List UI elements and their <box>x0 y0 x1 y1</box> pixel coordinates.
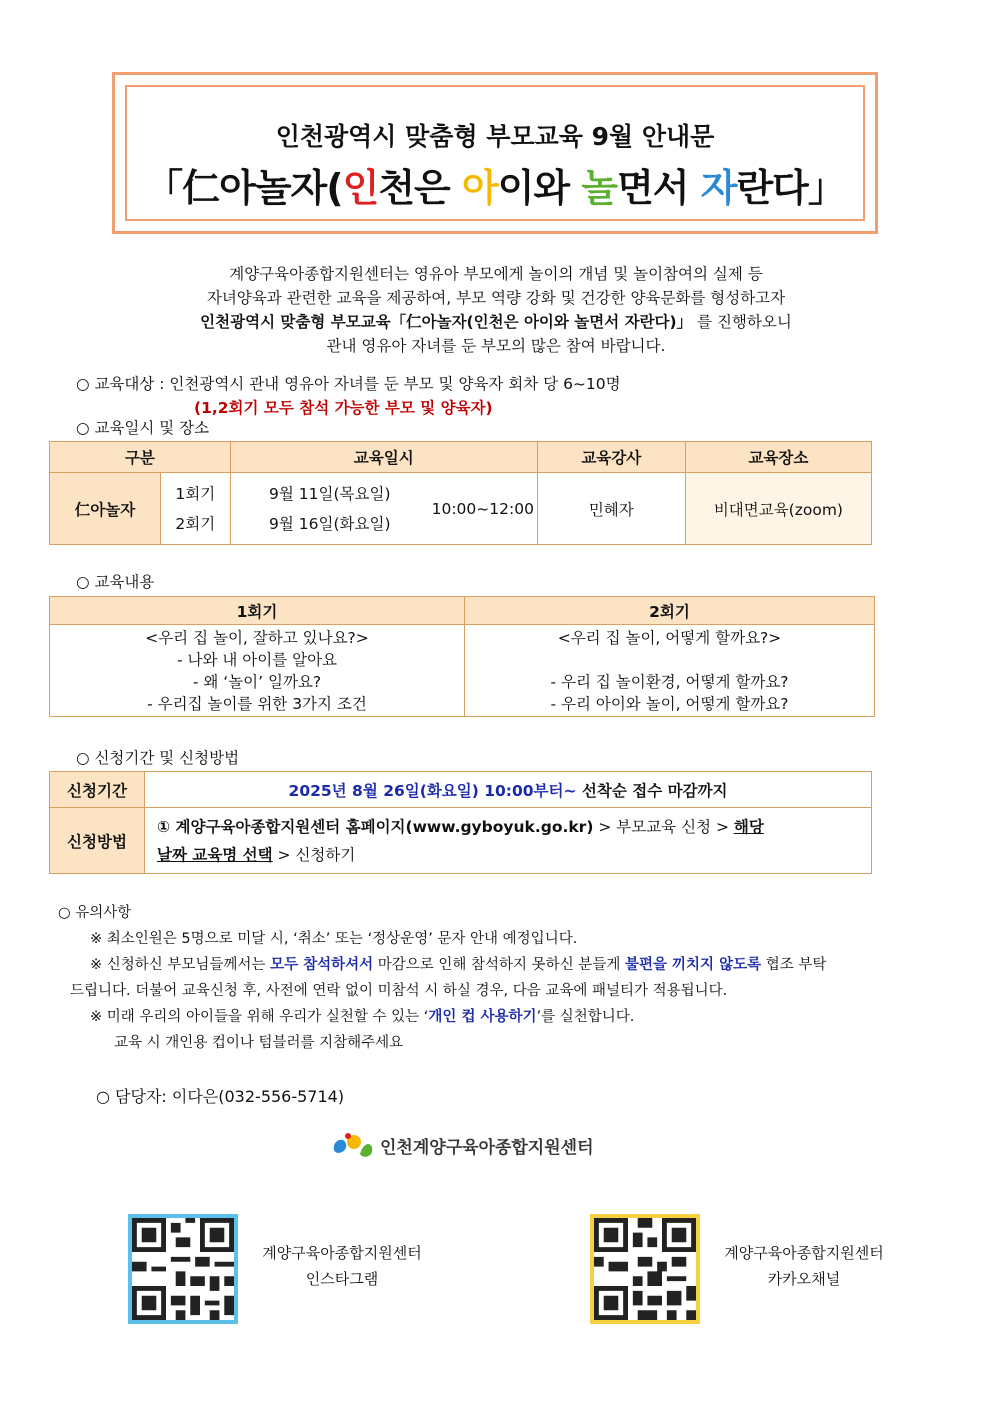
content-col1 <box>50 625 465 717</box>
col-header: 교육강사 <box>537 442 685 473</box>
method-select: 날짜 교육명 선택 <box>157 845 273 864</box>
note-emphasis: 개인 컵 사용하기 <box>428 1009 537 1025</box>
intro-line: 계양구육아종합지원센터는 영유아 부모에게 놀이의 개념 및 놀이참여의 실제 등 <box>229 265 763 283</box>
schedule-table <box>49 441 872 545</box>
contact-line: ○ 담당자: 이다은(032-556-5714) <box>96 1087 345 1106</box>
content-title: <우리 집 놀이, 잘하고 있나요?> <box>145 629 369 647</box>
qr-caption-line: 계양구육아종합지원센터 <box>262 1244 422 1262</box>
qr-caption-line: 카카오채널 <box>767 1270 841 1288</box>
intro-rest: 를 진행하오니 <box>697 313 792 331</box>
col-header: 2회기 <box>465 597 875 625</box>
schedule-heading: ○ 교육일시 및 장소 <box>76 419 210 437</box>
kakao-qr-code[interactable] <box>590 1214 700 1324</box>
method-homepage: ① 계양구육아종합지원센터 홈페이지(www.gyboyuk.go.kr) <box>157 817 594 836</box>
target-note: (1,2회기 모두 참석 가능한 부모 및 양육자) <box>194 399 493 417</box>
period-rest: 선착순 접수 마감까지 <box>581 781 728 800</box>
logo-text: 인천계양구육아종합지원센터 <box>380 1137 594 1158</box>
col-header: 1회기 <box>50 597 465 625</box>
apply-heading: ○ 신청기간 및 신청방법 <box>76 749 240 767</box>
center-logo <box>330 1128 594 1162</box>
time-cell: 10:00~12:00 <box>429 473 537 545</box>
program-title-part: 천은 <box>378 166 462 210</box>
intro-line: 관내 영유아 자녀를 둔 부모의 많은 참여 바랍니다. <box>326 337 666 355</box>
note-item <box>58 952 958 978</box>
instagram-caption <box>252 1240 432 1292</box>
note-item <box>58 1004 958 1030</box>
col-header: 교육장소 <box>685 442 871 473</box>
program-title-part: 면서 <box>617 166 701 210</box>
col-header: 구분 <box>50 442 231 473</box>
note-emphasis: 모두 참석하셔서 <box>270 957 374 973</box>
program-title-part: 「仁아놀자( <box>145 166 343 210</box>
qr-pattern <box>132 1218 234 1320</box>
note-text: ※ 미래 우리의 아이들을 위해 우리가 실천할 수 있는 ‘ <box>90 1009 429 1025</box>
method-step: > 신청하기 <box>272 845 356 864</box>
content-item: - 나와 내 아이를 알아요 <box>176 651 338 669</box>
target-line: ○ 교육대상 : 인천광역시 관내 영유아 자녀를 둔 부모 및 양육자 회차 당 6~10명 <box>76 375 621 393</box>
method-select: 해당 <box>733 817 764 836</box>
program-title-part: 놀 <box>581 166 618 210</box>
note-item: 교육 시 개인용 컵이나 텀블러를 지참해주세요 <box>114 1035 404 1051</box>
place-cell: 비대면교육(zoom) <box>685 473 871 545</box>
note-item: 드립니다. 더불어 교육신청 후, 사전에 연락 없이 미참석 시 하실 경우, 다음 교육에 패널티가 적용됩니다. <box>70 983 728 999</box>
instructor-cell: 민혜자 <box>537 473 685 545</box>
session-label: 2회기 <box>175 514 216 533</box>
note-text: ’를 실천합니다. <box>536 1009 635 1025</box>
program-title-part: 이와 <box>497 166 582 210</box>
method-step: > 부모교육 신청 > <box>593 817 734 836</box>
method-value <box>145 808 872 874</box>
content-table <box>49 596 875 717</box>
kakao-caption <box>714 1240 894 1292</box>
date-label: 9월 11일(목요일) <box>269 484 391 503</box>
notes-heading: ○ 유의사항 <box>58 905 132 921</box>
qr-caption-line: 계양구육아종합지원센터 <box>724 1244 884 1262</box>
title-inner-border <box>125 85 865 221</box>
title-box <box>112 72 878 234</box>
program-title-part: 자 <box>700 166 737 210</box>
note-item: ※ 최소인원은 5명으로 미달 시, ‘취소’ 또는 ‘정상운영’ 문자 안내 예정입니다. <box>90 931 578 947</box>
program-title <box>127 157 863 212</box>
session-label: 1회기 <box>175 484 216 503</box>
period-date: 2025년 8월 26일(화요일) 10:00부터~ <box>288 781 577 800</box>
content-item: - 우리 아이와 놀이, 어떻게 할까요? <box>550 695 789 713</box>
program-cell: 仁아놀자 <box>50 473 161 545</box>
program-title-part: 인 <box>342 166 379 210</box>
note-text: 마감으로 인해 참석하지 못하신 분들게 <box>373 957 625 973</box>
intro-line <box>100 310 892 334</box>
program-title-part: 아 <box>461 166 498 210</box>
apply-table <box>49 771 872 874</box>
method-label: 신청방법 <box>50 808 145 874</box>
period-label: 신청기간 <box>50 772 145 808</box>
logo-icon <box>330 1130 376 1160</box>
session-cell <box>160 473 230 545</box>
page-title: 인천광역시 맞춤형 부모교육 9월 안내문 <box>275 122 715 151</box>
instagram-qr-code[interactable] <box>128 1214 238 1324</box>
content-col2 <box>465 625 875 717</box>
date-cell <box>230 473 429 545</box>
intro-bold: 인천광역시 맞춤형 부모교육「仁아놀자(인천은 아이와 놀면서 자란다)」 <box>200 313 693 331</box>
col-header: 교육일시 <box>230 442 537 473</box>
content-item: - 우리 집 놀이환경, 어떻게 할까요? <box>550 673 789 691</box>
content-heading: ○ 교육내용 <box>76 573 155 591</box>
content-item: - 우리집 놀이를 위한 3가지 조건 <box>147 695 367 713</box>
qr-pattern <box>594 1218 696 1320</box>
program-title-part: 란다」 <box>736 166 845 210</box>
intro-line: 자녀양육과 관련한 교육을 제공하여, 부모 역량 강화 및 건강한 양육문화를 형성하고자 <box>206 289 786 307</box>
period-value <box>145 772 872 808</box>
intro-paragraph <box>100 262 892 358</box>
note-emphasis: 불편을 끼치지 않도록 <box>624 957 762 973</box>
qr-caption-line: 인스타그램 <box>305 1270 379 1288</box>
notes-section <box>58 900 958 1056</box>
date-label: 9월 16일(화요일) <box>269 514 391 533</box>
content-title: <우리 집 놀이, 어떻게 할까요?> <box>557 629 782 647</box>
content-item: - 왜 ‘놀이’ 일까요? <box>192 673 322 691</box>
note-text: 협조 부탁 <box>761 957 827 973</box>
note-text: ※ 신청하신 부모님들께서는 <box>90 957 271 973</box>
